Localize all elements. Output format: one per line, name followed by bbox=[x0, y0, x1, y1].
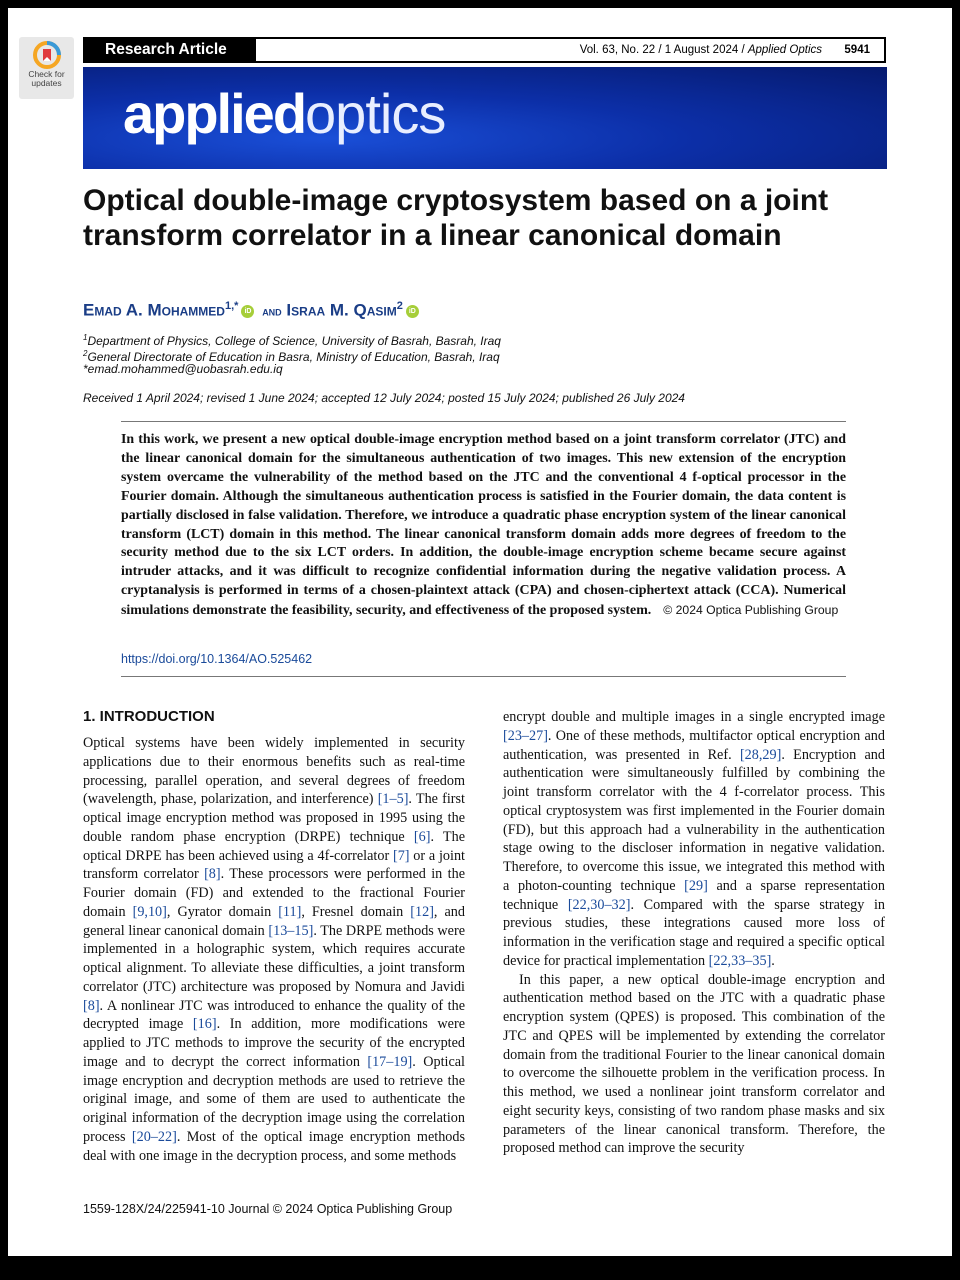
page-number: 5941 bbox=[844, 44, 870, 56]
volume-info: Vol. 63, No. 22 / 1 August 2024 / Applied Optics bbox=[579, 44, 822, 56]
citation-link[interactable]: [1–5] bbox=[377, 791, 409, 808]
journal-banner bbox=[83, 67, 887, 169]
author-name[interactable]: Israa M. Qasim bbox=[286, 300, 397, 320]
citation-link[interactable]: [12] bbox=[410, 903, 434, 920]
affiliation: $^1$Department of Physics, College of Science, University of Basrah, Basrah, Iraq bbox=[83, 333, 501, 348]
check-for-updates-label: Check for updates bbox=[28, 69, 65, 88]
crossmark-icon bbox=[33, 41, 61, 69]
citation-link[interactable]: [16] bbox=[192, 1016, 217, 1033]
citation-link[interactable]: [11] bbox=[278, 903, 302, 920]
citation-link[interactable]: [22,30–32] bbox=[567, 896, 631, 913]
citation-link[interactable]: [29] bbox=[684, 877, 708, 894]
copyright-notice: © 2024 Optica Publishing Group bbox=[663, 603, 839, 618]
running-header bbox=[83, 37, 886, 63]
citation-link[interactable]: [28,29] bbox=[739, 746, 782, 763]
article-type-tag: Research Article bbox=[85, 39, 256, 61]
citation-link[interactable]: [20–22] bbox=[131, 1128, 177, 1145]
affiliation: $^2$General Directorate of Education in Basra, Ministry of Education, Basrah, Iraq bbox=[83, 349, 500, 364]
article-title: Optical double-image cryptosystem based on a joint transform correlator in a linear canonical domain bbox=[83, 184, 829, 252]
section-heading: 1. INTRODUCTION bbox=[83, 708, 215, 725]
abstract: In this work, we present a new optical double-image encryption method based on a joint transform correlator (JTC) and the linear canonical domain for the simultaneous authentication of two images. This new extension of the encryption system overcame the vulnerability of the method based on the JTC and the conventional 4 f-optical processor in the Fourier domain. Although the simultaneous authentication process is satisfied in the Fourier domain, the data content is partially disclosed in false validation. Therefore, we introduce a quadratic phase encryption system of the linear canonical transform (LCT) domain in this method. The linear canonical transform domain adds more degrees of freedom to the security method due to the six LCT orders. In addition, the double-image encryption scheme became secure against intruder attacks, and it was difficult to recognize confidential information during the negative validation process. A cryptanalysis is performed in terms of a chosen-plaintext attack (CPA) and chosen-ciphertext attack (CCA). Numerical simulations demonstrate the feasibility, security, and effectiveness of the proposed system. © 2024 Optica Publishing Group bbox=[121, 432, 846, 619]
citation-link[interactable]: [7] bbox=[392, 847, 410, 864]
author-list: Emad A. Mohammed$^{1,*}$ iD and Israa M. Qasim$^2$ iD bbox=[83, 300, 422, 321]
journal-logo: appliedoptics bbox=[123, 82, 446, 145]
divider bbox=[121, 676, 846, 677]
footer-issn: 1559-128X/24/225941-10 Journal © 2024 Optica Publishing Group bbox=[83, 1202, 453, 1216]
citation-link[interactable]: [9,10] bbox=[132, 903, 167, 920]
author-name[interactable]: Emad A. Mohammed bbox=[83, 300, 225, 320]
orcid-icon[interactable]: iD bbox=[241, 305, 254, 318]
citation-link[interactable]: [13–15] bbox=[268, 922, 314, 939]
paragraph: Optical systems have been widely implemented in security applications due to their enormous benefits such as real-time processing, parallel operation, and several degrees of freedom (wavelength, phase, polarization, and interference) [1–5]. The first optical image encryption method was proposed in 1995 using the double random phase encryption (DRPE) technique [6]. The optical DRPE has been achieved using a 4f-correlator [7] or a joint transform correlator [8]. These processors were performed in the Fourier domain (FD) and extended to the fractional Fourier domain [9,10], Gyrator domain [11], Fresnel domain [12], and general linear canonical domain [13–15]. The DRPE methods were implemented in a holographic system, which requires accurate optical alignment. To alleviate these difficulties, a joint transform correlator (JTC) architecture was proposed by Nomura and Javidi [8]. A nonlinear JTC was introduced to enhance the quality of the decrypted image [16]. In addition, more modifications were applied to JTC methods to improve the security of the encrypted image and to decrypt the correct information [17–19]. Optical image encryption and decryption methods are used to retrieve the original image, and some of them are used to authenticate the original information of the decryption image using the correlation process [20–22]. Most of the optical image encryption methods deal with one image in the decryption process, and some methods bbox=[83, 735, 465, 1164]
article-page bbox=[8, 8, 952, 1256]
citation-link[interactable]: [8] bbox=[83, 997, 100, 1014]
paragraph: In this paper, a new optical double-image encryption and authentication method based on the JTC with a quadratic phase encryption system (QPES) is proposed. This combination of the JTC and QPES will be implemented by extending the correlator domain from the traditional Fourier to the linear canonical domain to overcome the silhouette problem in the verification process. In this method, we used a nonlinear joint transform correlator and eight security keys, consisting of two random phase masks and six parameters of the linear canonical transform. Therefore, the proposed method can improve the security bbox=[503, 971, 885, 1157]
citation-link[interactable]: [17–19] bbox=[367, 1053, 413, 1070]
citation-link[interactable]: [6] bbox=[413, 828, 431, 845]
left-column bbox=[83, 734, 465, 1165]
right-column bbox=[503, 708, 885, 1158]
doi-link[interactable]: https://doi.org/10.1364/AO.525462 bbox=[121, 652, 313, 666]
citation-link[interactable]: [22,33–35] bbox=[708, 952, 772, 969]
citation-link[interactable]: [8] bbox=[204, 866, 221, 883]
citation-link[interactable]: [23–27] bbox=[503, 727, 548, 744]
divider bbox=[121, 421, 846, 422]
publication-history: Received 1 April 2024; revised 1 June 2024; accepted 12 July 2024; posted 15 July 2024; published 26 July 2024 bbox=[83, 391, 685, 405]
check-for-updates-badge[interactable] bbox=[19, 37, 74, 99]
paragraph: encrypt double and multiple images in a single encrypted image [23–27]. One of these methods, multifactor optical encryption and authentication, was presented in Ref. [28,29]. Encryption and authentication were simultaneously fulfilled by combining the joint transform correlator with the 4 f-correlator process. This optical cryptosystem was first implemented in the Fourier domain (FD), but this approach had a vulnerability in the authentication stage owing to the discloser information in negative validation. Therefore, to overcome this issue, we integrated this method with a photon-counting technique [29] and a sparse representation technique [22,30–32]. Compared with the sparse strategy in previous studies, these integrations caused more loss of information in the verification stage and required a specific optical device for practical implementation [22,33–35]. bbox=[503, 709, 885, 969]
corresponding-email[interactable]: *emad.mohammed@uobasrah.edu.iq bbox=[83, 362, 283, 376]
orcid-icon[interactable]: iD bbox=[406, 305, 419, 318]
